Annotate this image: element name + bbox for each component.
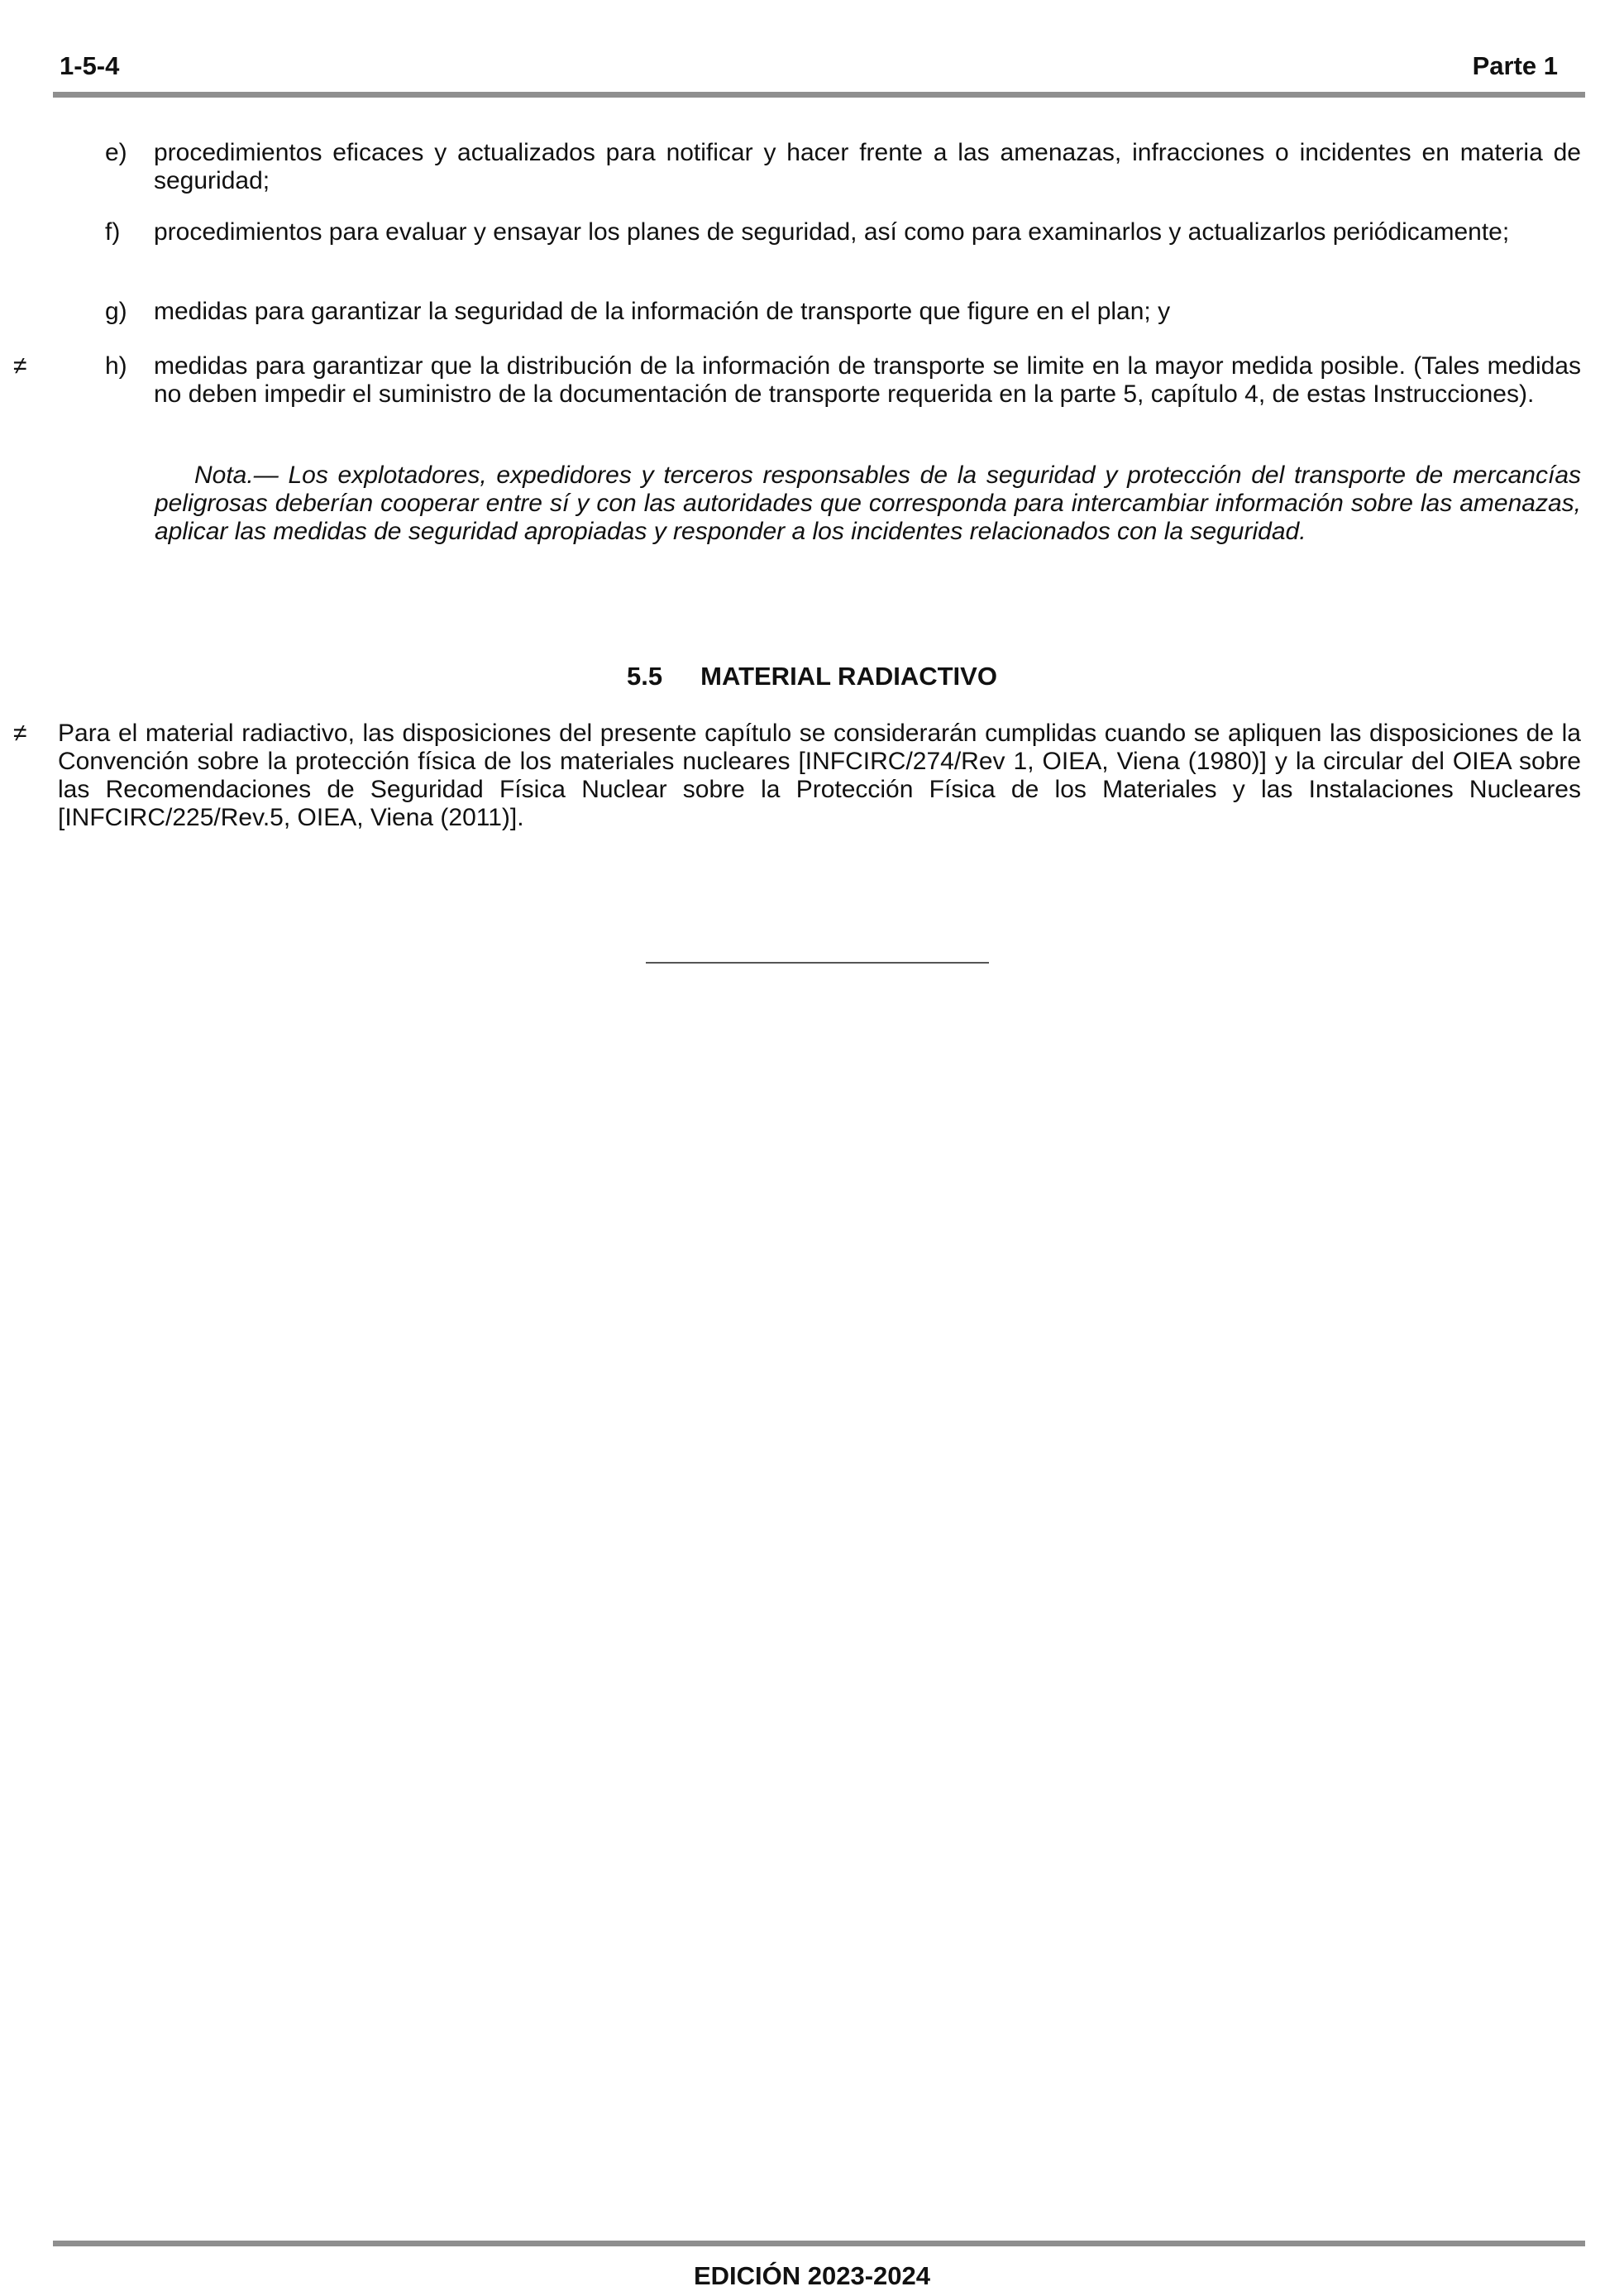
section-number: 5.5: [627, 662, 663, 691]
list-item-label: f): [105, 218, 121, 246]
page-header: [58, 48, 1566, 86]
page-reference: 1-5-4: [60, 51, 120, 80]
list-item-text: medidas para garantizar la seguridad de la información de transporte que figure en el plan; y: [154, 298, 1171, 325]
section-paragraph: Para el material radiactivo, las disposiciones del presente capítulo se considerarán cumplidas cuando se apliquen las disposiciones de la Convención sobre la protección física de los materiales nucleares [INFCIRC/274/Rev 1, OIEA, Viena (1980)] y la circular del OIEA sobre las Recomendaciones de Seguridad Física Nuclear sobre la Protección Física de los Materiales y las Instalaciones Nucleares [INFCIRC/225/Rev.5, OIEA, Viena (2011)].: [58, 720, 1581, 831]
section-heading: [0, 662, 1624, 691]
list-item-text: procedimientos para evaluar y ensayar los planes de seguridad, así como para examinarlos y actualizarlos periódicamente;: [154, 218, 1510, 246]
chapter-end-line: [646, 962, 989, 964]
change-mark: ≠: [13, 720, 27, 747]
list-item-label: e): [105, 139, 127, 166]
note-paragraph: Nota.— Los explotadores, expedidores y terceros responsables de la seguridad y protección del transporte de mercancías peligrosas deberían cooperar entre sí y con las autoridades que corresponda para intercambiar información sobre las amenazas, aplicar las medidas de seguridad apropiadas y responder a los incidentes relacionados con la seguridad.: [155, 462, 1581, 545]
part-label: Parte 1: [1472, 51, 1558, 80]
list-item-text: medidas para garantizar que la distribución de la información de transporte se limite en la mayor medida posible. (Tales medidas no deben impedir el suministro de la documentación de transporte requerida en la parte 5, capítulo 4, de estas Instrucciones).: [154, 352, 1581, 408]
footer-rule: [53, 2241, 1585, 2246]
header-rule: [53, 92, 1585, 98]
section-title: MATERIAL RADIACTIVO: [700, 662, 997, 691]
list-item-label: g): [105, 298, 127, 325]
list-item-text: procedimientos eficaces y actualizados para notificar y hacer frente a las amenazas, infracciones o incidentes en materia de seguridad;: [154, 139, 1581, 194]
change-mark: ≠: [13, 352, 27, 380]
edition-footer: EDICIÓN 2023-2024: [693, 2261, 931, 2290]
list-item-label: h): [105, 352, 127, 380]
